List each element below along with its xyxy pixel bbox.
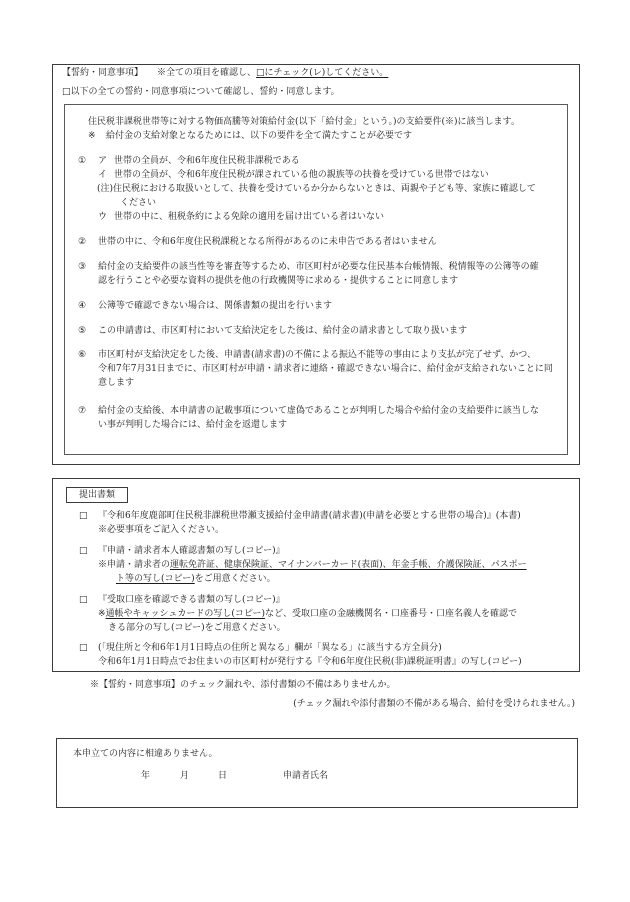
document-note <box>116 573 276 585</box>
document-title: (「現住所と令和6年1月1日時点の住所と異なる」欄が「異なる」に該当する方全員分) <box>98 643 442 653</box>
document-checkbox[interactable]: □ <box>79 595 88 605</box>
item-line: 認を行うことや必要な資料の提供を他の行政機関等に求める・提供することに同意します <box>98 276 459 286</box>
item-line: この申請書は、市区町村において支給決定をした後は、給付金の請求書として取り扱います <box>98 326 468 336</box>
declaration-section <box>56 738 578 808</box>
document-note-text: をご用意ください。 <box>194 574 276 584</box>
document-note-text: など、受取口座の金融機関名・口座番号・口座名義人を確認で <box>265 609 518 619</box>
document-note-text: ※ <box>98 609 106 619</box>
pledge-instruction: ※全ての項目を確認し、 <box>157 68 257 78</box>
checks-note: ※【誓約・同意事項】のチェック漏れや、添付書類の不備はありませんか。 <box>90 680 396 690</box>
document-title: 『令和6年度鹿部町住民税非課税世帯瀬支援給付金申請書(請求書)(申請を必要とする世帯の場合)』(本書) <box>98 511 521 521</box>
agree-checkbox[interactable]: □ <box>62 87 71 97</box>
item-line: 市区町村が支給決定をした後、申請書(請求書)の不備による振込不能等の事由により支払が完了せず、かつ、 <box>98 350 536 360</box>
document-note-text: 令和6年1月1日時点でお住まいの市区町村が発行する『令和6年度住民税(非)課税証明書』の写し(コピー) <box>98 657 522 667</box>
item-number: ③ <box>78 262 87 272</box>
item-line: 給付金の支給要件の該当性等を審査等するため、市区町村が必要な住民基本台帳情報、税情報等の公簿等の確 <box>98 262 539 272</box>
document-note <box>98 608 517 620</box>
document-note <box>108 622 286 634</box>
item-number: ⑦ <box>78 406 87 416</box>
document-checkbox[interactable]: □ <box>79 643 88 653</box>
requirements-box <box>64 104 568 455</box>
item-line: い事が判明した場合には、給付金を返還します <box>98 420 288 430</box>
document-note-underlined: 通帳やキャッシュカードの写し(コピー) <box>105 609 266 619</box>
requirement-a-label: ア <box>98 156 108 166</box>
item-number: ⑥ <box>78 350 87 360</box>
document-note-text: きる部分の写し(コピー)をご用意ください。 <box>108 623 286 633</box>
date-month-label: 月 <box>180 771 190 781</box>
document-note <box>98 656 522 668</box>
item-line: 令和7年7月31日までに、市区町村が申請・請求者に連絡・確認できない場合に、給付金が支給されないことに同 <box>98 364 553 374</box>
requirement-note-line: 住民税における取扱いとして、扶養を受けているか分からないときは、両親や子ども等、家族に確認して <box>113 184 536 194</box>
document-title: 『受取口座を確認できる書類の写し(コピー)』 <box>98 595 285 605</box>
document-note-text: ※必要事項をご記入ください。 <box>98 525 225 535</box>
date-year-label: 年 <box>141 771 151 781</box>
requirement-note-line: ください <box>120 198 157 208</box>
agree-row <box>62 86 340 98</box>
requirements-note-mark: ※ <box>88 131 96 141</box>
pledge-section <box>52 64 580 465</box>
document-checkbox[interactable]: □ <box>79 511 88 521</box>
item-number: ④ <box>78 301 87 311</box>
requirement-i-text: 世帯の全員が、令和6年度住民税が課されている他の親族等の扶養を受けている世帯ではない <box>114 170 489 180</box>
item-line: 世帯の中に、令和6年度住民税課税となる所得があるのに未申告である者はいません <box>98 237 437 247</box>
document-note <box>98 524 224 536</box>
documents-title: 提出書類 <box>66 487 128 503</box>
document-note-underlined: ト等の写し(コピー) <box>116 574 195 584</box>
requirement-u-text: 世帯の中に、租税条約による免除の適用を届け出ている者はいない <box>114 212 385 222</box>
item-line: 給付金の支給後、本申請書の記載事項について虚偽であることが判明した場合や給付金の支給要件に該当しな <box>98 406 539 416</box>
documents-section <box>52 478 580 672</box>
item-number-1: ① <box>78 156 87 166</box>
document-note-underlined: 運転免許証、健康保険証、マイナンバーカード(表面)、年金手帳、介護保険証、パスポー <box>170 560 527 570</box>
pledge-header <box>62 67 388 79</box>
item-line: 公簿等で確認できない場合は、関係書類の提出を行います <box>98 301 333 311</box>
item-number: ⑤ <box>78 326 87 336</box>
requirement-note-label: (注) <box>97 184 114 194</box>
declaration-statement: 本申立ての内容に相違ありません。 <box>73 749 218 759</box>
document-title: 『申請・請求者本人確認書類の写し(コピー)』 <box>98 546 285 556</box>
item-number: ② <box>78 237 87 247</box>
requirement-note <box>97 183 536 195</box>
item-line: 意します <box>98 378 135 388</box>
document-note <box>98 559 527 571</box>
requirement-a-text: 世帯の全員が、令和6年度住民税非課税である <box>114 156 300 166</box>
document-checkbox[interactable]: □ <box>79 546 88 556</box>
requirement-u-label: ウ <box>98 212 108 222</box>
applicant-name-label: 申請者氏名 <box>283 771 329 781</box>
pledge-instruction-underlined: □にチェック(レ)してください。 <box>256 68 389 78</box>
agree-text: 以下の全ての誓約・同意事項について確認し、誓約・同意します。 <box>70 87 340 97</box>
requirements-note: 給付金の支給対象となるためには、以下の要件を全て満たすことが必要です <box>106 131 413 141</box>
checks-warning: (チェック漏れや添付書類の不備がある場合、給付を受けられません。) <box>293 699 575 709</box>
requirement-i-label: イ <box>98 170 108 180</box>
requirements-intro: 住民税非課税世帯等に対する物価高騰等対策給付金(以下「給付金」という。)の支給要件(※)に該当します。 <box>88 117 520 127</box>
date-day-label: 日 <box>218 771 228 781</box>
document-note-text: ※申請・請求者の <box>98 560 171 570</box>
pledge-title: 【誓約・同意事項】 <box>62 68 144 78</box>
